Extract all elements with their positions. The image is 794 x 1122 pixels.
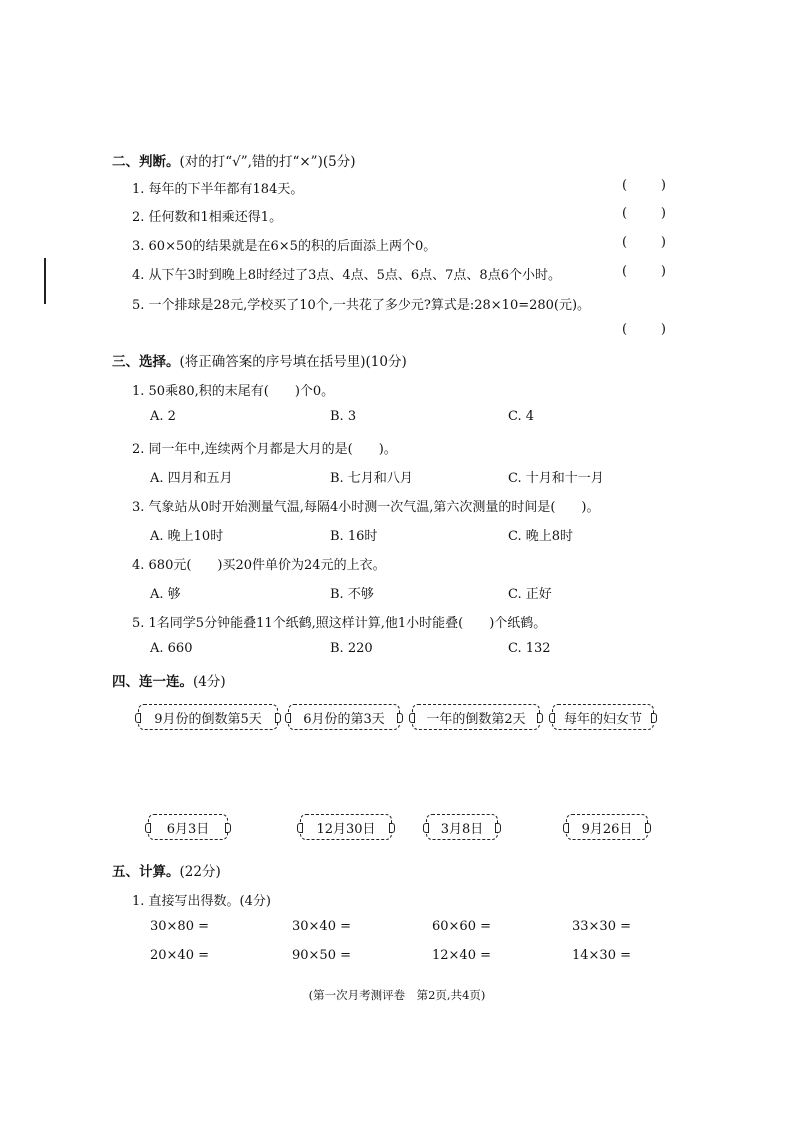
section-connect-note: (4分): [193, 674, 226, 690]
choice-question-4: 4. 680元( )买20件单价为24元的上衣。: [132, 558, 386, 573]
judge-item-4: 4. 从下午3时到晚上8时经过了3点、4点、5点、6点、7点、8点6个小时。: [132, 268, 561, 283]
choice-question-5: 5. 1名同学5分钟能叠11个纸鹤,照这样计算,他1小时能叠( )个纸鹤。: [132, 616, 547, 631]
choice-5-option-b[interactable]: B. 220: [330, 641, 373, 656]
judge-item-5: 5. 一个排球是28元,学校买了10个,一共花了多少元?算式是:28×10=280(元)。: [132, 298, 591, 313]
section-choice-heading: 三、选择。: [112, 354, 180, 370]
choice-1-option-a[interactable]: A. 2: [150, 409, 176, 424]
connect-top-box-2[interactable]: 6月份的第3天: [288, 704, 400, 730]
judge-item-1: 1. 每年的下半年都有184天。: [132, 182, 304, 197]
choice-1-option-b[interactable]: B. 3: [330, 409, 357, 424]
section-calc-heading: 五、计算。: [112, 864, 180, 880]
section-connect-title: [112, 670, 226, 690]
calc-problem: 90×50 =: [292, 948, 352, 963]
choice-4-option-a[interactable]: A. 够: [150, 587, 181, 602]
choice-question-1: 1. 50乘80,积的末尾有( )个0。: [132, 384, 335, 399]
choice-4-option-b[interactable]: B. 不够: [330, 587, 374, 602]
connect-top-box-1[interactable]: 9月份的倒数第5天: [138, 704, 278, 730]
choice-5-option-c[interactable]: C. 132: [508, 641, 551, 656]
paren-right: ): [660, 264, 666, 279]
choice-3-option-b[interactable]: B. 16时: [330, 529, 378, 544]
page-footer: (第一次月考测评卷 第2页,共4页): [308, 988, 486, 1002]
margin-binding-line: [44, 258, 46, 304]
paren-right: ): [660, 206, 666, 221]
calc-problem: 12×40 =: [432, 948, 492, 963]
paren-left: (: [622, 322, 628, 337]
judge-item-3: 3. 60×50的结果就是在6×5的积的后面添上两个0。: [132, 239, 437, 254]
calc-problem: 60×60 =: [432, 919, 492, 934]
calc-problem: 20×40 =: [150, 948, 210, 963]
calc-problem: 33×30 =: [572, 919, 632, 934]
choice-3-option-c[interactable]: C. 晚上8时: [508, 529, 574, 544]
choice-2-option-a[interactable]: A. 四月和五月: [150, 471, 233, 486]
section-calc-note: (22分): [179, 864, 221, 880]
paren-right: ): [660, 235, 666, 250]
section-choice-title: [112, 350, 407, 370]
section-choice-note: (将正确答案的序号填在括号里)(10分): [179, 354, 407, 370]
paren-right: ): [660, 322, 666, 337]
connect-bottom-box-1[interactable]: 6月3日: [148, 814, 228, 840]
connect-bottom-box-4[interactable]: 9月26日: [566, 814, 648, 840]
connect-top-box-4[interactable]: 每年的妇女节: [552, 704, 654, 730]
section-connect-heading: 四、连一连。: [112, 674, 193, 690]
choice-question-2: 2. 同一年中,连续两个月都是大月的是( )。: [132, 442, 397, 457]
paren-left: (: [622, 206, 628, 221]
connect-bottom-box-3[interactable]: 3月8日: [426, 814, 498, 840]
paren-left: (: [622, 235, 628, 250]
connect-top-box-3[interactable]: 一年的倒数第2天: [412, 704, 540, 730]
choice-2-option-c[interactable]: C. 十月和十一月: [508, 471, 604, 486]
choice-5-option-a[interactable]: A. 660: [150, 641, 193, 656]
calc-problem: 30×40 =: [292, 919, 352, 934]
paren-left: (: [622, 264, 628, 279]
choice-1-option-c[interactable]: C. 4: [508, 409, 535, 424]
section-judge-title: [112, 150, 355, 170]
paren-right: ): [660, 178, 666, 193]
section-judge-heading: 二、判断。: [112, 154, 180, 170]
section-judge-note: (对的打“√”,错的打“×”)(5分): [179, 154, 356, 170]
choice-4-option-c[interactable]: C. 正好: [508, 587, 552, 602]
section-calc-title: [112, 860, 221, 880]
connect-bottom-box-2[interactable]: 12月30日: [300, 814, 392, 840]
calc-problem: 14×30 =: [572, 948, 632, 963]
calc-problem: 30×80 =: [150, 919, 210, 934]
choice-2-option-b[interactable]: B. 七月和八月: [330, 471, 413, 486]
choice-question-3: 3. 气象站从0时开始测量气温,每隔4小时测一次气温,第六次测量的时间是( )。: [132, 500, 600, 515]
choice-3-option-a[interactable]: A. 晚上10时: [150, 529, 224, 544]
paren-left: (: [622, 178, 628, 193]
judge-item-2: 2. 任何数和1相乘还得1。: [132, 210, 283, 225]
calc-subsection-1: 1. 直接写出得数。(4分): [132, 894, 271, 909]
